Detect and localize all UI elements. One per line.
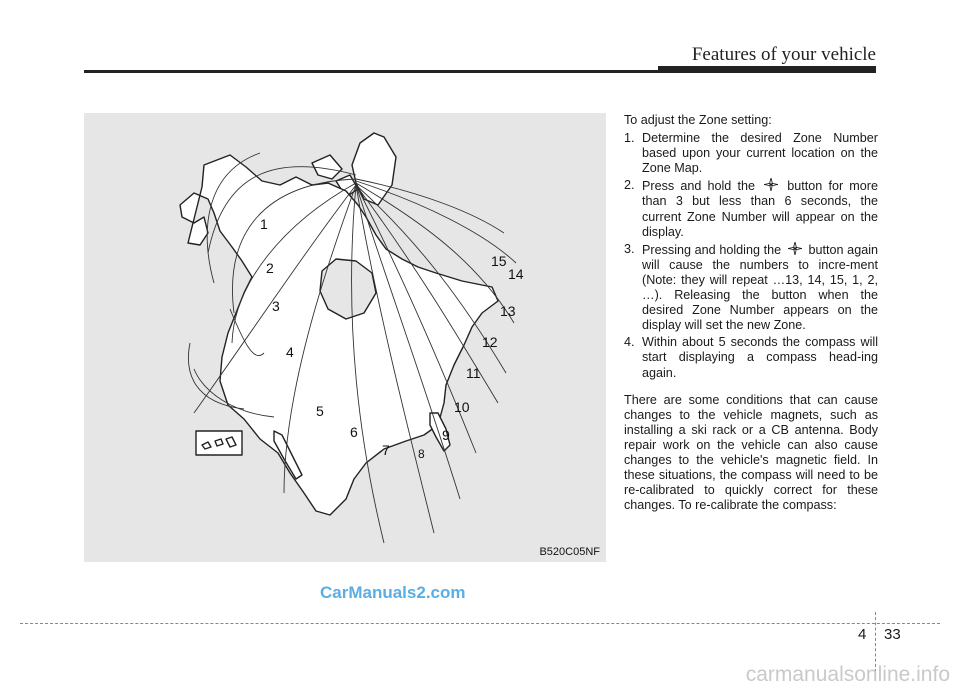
- compass-button-icon: [788, 242, 802, 255]
- step-number: 1.: [624, 131, 635, 146]
- zone-label: 1: [260, 216, 268, 232]
- step-number: 3.: [624, 241, 635, 256]
- watermark-link[interactable]: CarManuals2.com: [320, 583, 466, 602]
- hawaii-island-shape: [215, 439, 223, 446]
- zone-map-figure: [84, 113, 606, 562]
- zone-label: 9: [442, 427, 450, 443]
- page-header-title: Features of your vehicle: [691, 44, 876, 65]
- step-item: [624, 242, 878, 334]
- compass-button-icon: [764, 178, 778, 191]
- zone-label: 3: [272, 298, 280, 314]
- step-text-before: Pressing and holding the: [642, 242, 782, 257]
- section-number: 4: [858, 626, 867, 643]
- arctic-island-shape: [312, 155, 342, 179]
- footer-site-watermark: carmanualsonline.info: [745, 663, 950, 686]
- zone-label: 13: [500, 303, 516, 319]
- step-text-after: button for more than 3 but less than 6 seconds, the current Zone Number will appear on the display.: [642, 179, 879, 239]
- zone-label: 11: [466, 365, 481, 381]
- step-text: Within about 5 seconds the compass will start displaying a compass head-ing again.: [642, 335, 878, 380]
- step-item: [624, 131, 878, 176]
- zone-label: 14: [508, 266, 524, 282]
- step-text: Determine the desired Zone Number based upon your current location on the Zone Map.: [642, 131, 878, 176]
- zone-label: 5: [316, 403, 324, 419]
- step-text-after: button again will cause the numbers to incre-ment (Note: they will repeat …13, 14, 15, 1, 2, …). Releasing the button when the desired Zone Number appears on the display will set the new Zone.: [642, 242, 878, 333]
- north-america-shape: [180, 155, 498, 515]
- step-number: 2.: [624, 178, 635, 193]
- footer-rule: [20, 623, 940, 624]
- page-number: 33: [884, 626, 901, 643]
- zone-label: 15: [491, 253, 507, 269]
- zone-label: 4: [286, 344, 294, 360]
- zone-label: 8: [418, 447, 425, 461]
- calibration-paragraph: There are some conditions that can cause changes to the vehicle magnets, such as installing a ski rack or a CB antenna. Body repair work on the vehicle can also cause changes to the vehicle's magnetic field. In these situations, the compass will need to be re-calibrated to quickly correct for these changes. To re-calibrate the compass:: [624, 392, 878, 513]
- zone-label: 6: [350, 424, 358, 440]
- step-item: [624, 178, 878, 239]
- step-item: [624, 335, 878, 380]
- zone-label: 7: [382, 442, 390, 458]
- zone-label: 12: [482, 334, 498, 350]
- step-number: 4.: [624, 335, 635, 350]
- figure-code: B520C05NF: [539, 546, 600, 558]
- step-text-before: Press and hold the: [642, 179, 755, 194]
- zone-map-drawing: [84, 113, 606, 562]
- zone-label: 10: [454, 399, 470, 415]
- instructions-column: [624, 113, 878, 513]
- zone-label: 2: [266, 260, 274, 276]
- intro-text: To adjust the Zone setting:: [624, 113, 772, 127]
- header-rule-accent: [658, 66, 876, 72]
